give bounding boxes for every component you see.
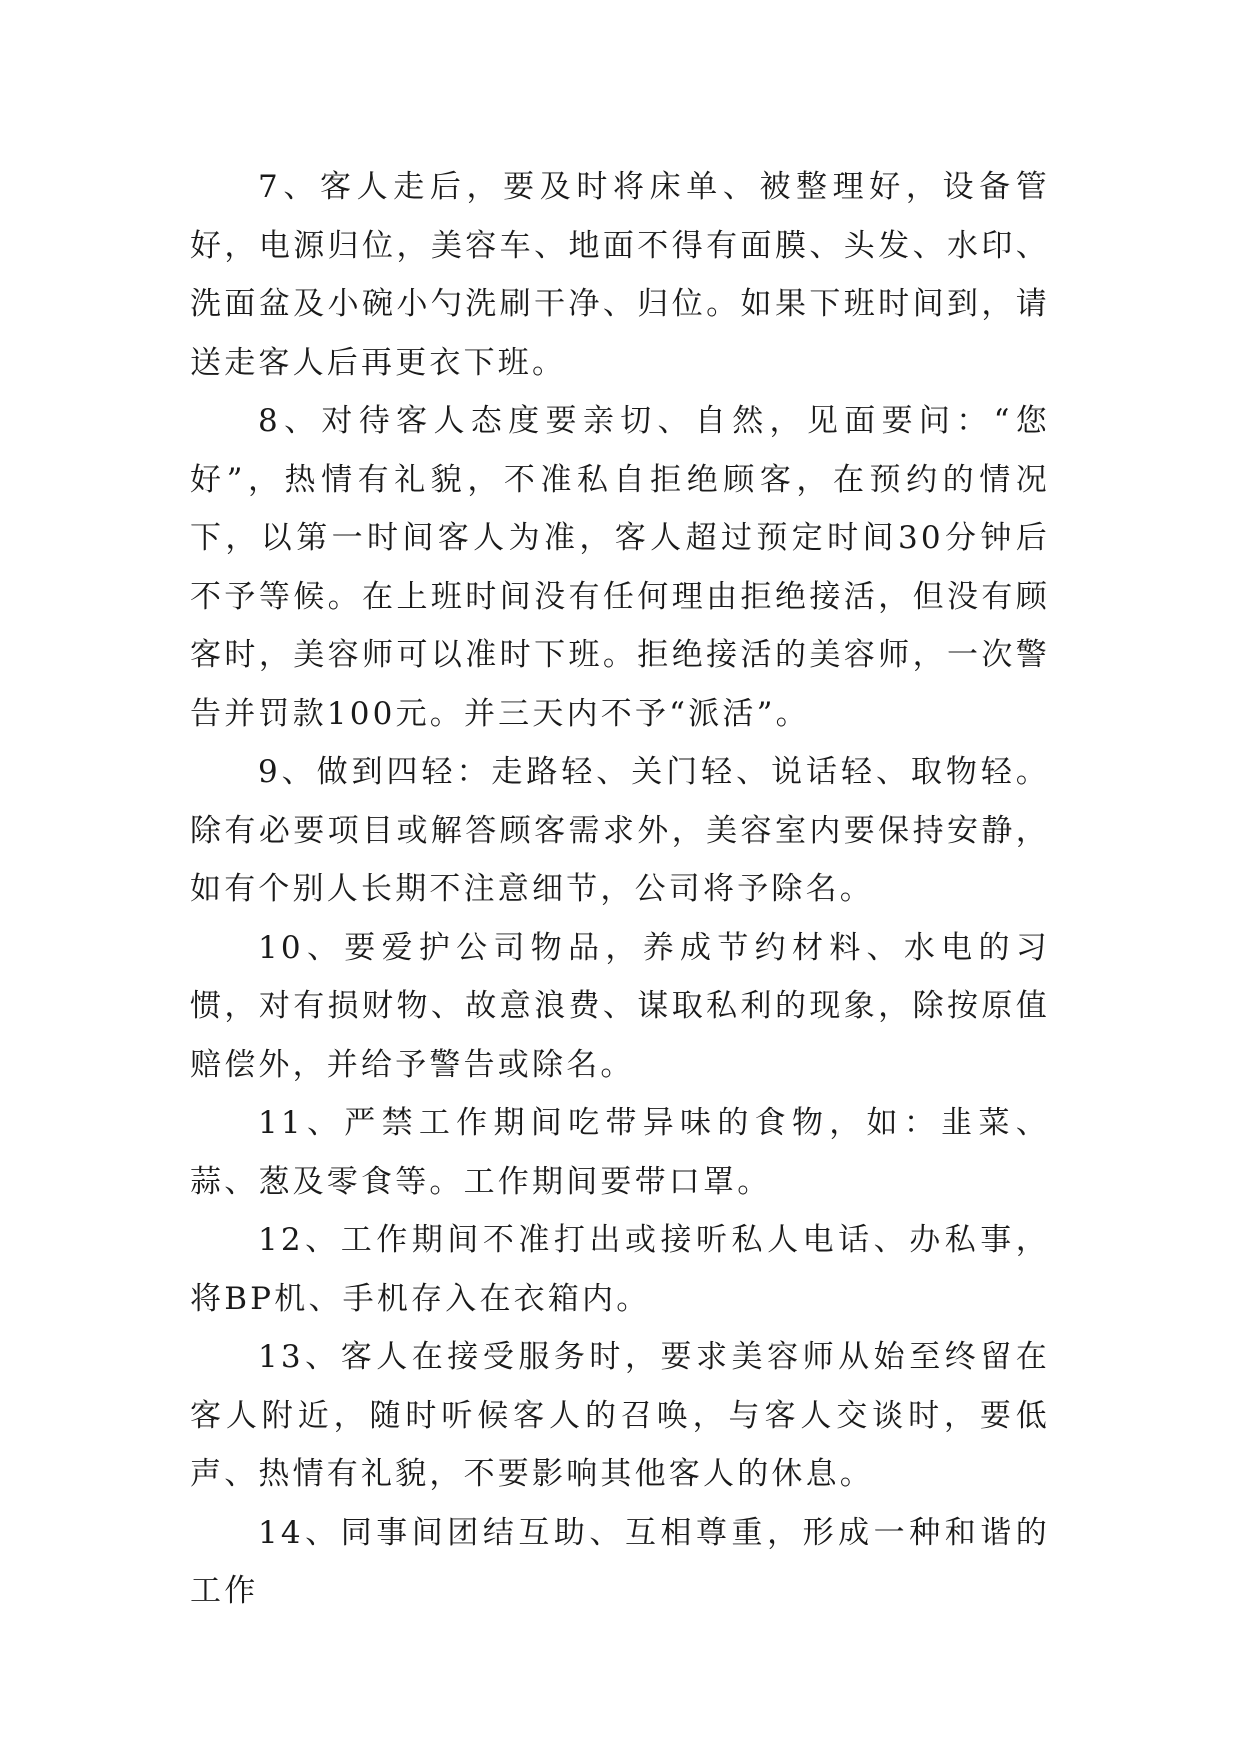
- paragraph-rule-14: 14、同事间团结互助、互相尊重，形成一种和谐的工作: [190, 1514, 1050, 1609]
- document-body: [190, 158, 1050, 1621]
- paragraph-rule-8: 8、对待客人态度要亲切、自然，见面要问：“您好”，热情有礼貌，不准私自拒绝顾客，在预约的情况下，以第一时间客人为准，客人超过预定时间30分钟后不予等候。在上班时间没有任何理由拒绝接活，但没有顾客时，美容师可以准时下班。拒绝接活的美容师，一次警告并罚款100元。并三天内不予“派活”。: [190, 403, 1050, 732]
- paragraph-rule-9: 9、做到四轻：走路轻、关门轻、说话轻、取物轻。除有必要项目或解答顾客需求外，美容室内要保持安静，如有个别人长期不注意细节，公司将予除名。: [190, 754, 1050, 907]
- paragraph-rule-13: 13、客人在接受服务时，要求美容师从始至终留在客人附近，随时听候客人的召唤，与客人交谈时，要低声、热情有礼貌，不要影响其他客人的休息。: [190, 1339, 1050, 1492]
- paragraph-rule-10: 10、要爱护公司物品，养成节约材料、水电的习惯，对有损财物、故意浪费、谋取私利的现象，除按原值赔偿外，并给予警告或除名。: [190, 929, 1050, 1083]
- paragraph-rule-12: 12、工作期间不准打出或接听私人电话、办私事，将BP机、手机存入在衣箱内。: [190, 1222, 1050, 1317]
- paragraph-rule-11: 11、严禁工作期间吃带异味的食物，如：韭菜、蒜、葱及零食等。工作期间要带口罩。: [190, 1105, 1050, 1200]
- paragraph-rule-7: 7、客人走后，要及时将床单、被整理好，设备管好，电源归位，美容车、地面不得有面膜、头发、水印、洗面盆及小碗小勺洗刷干净、归位。如果下班时间到，请送走客人后再更衣下班。: [190, 169, 1050, 381]
